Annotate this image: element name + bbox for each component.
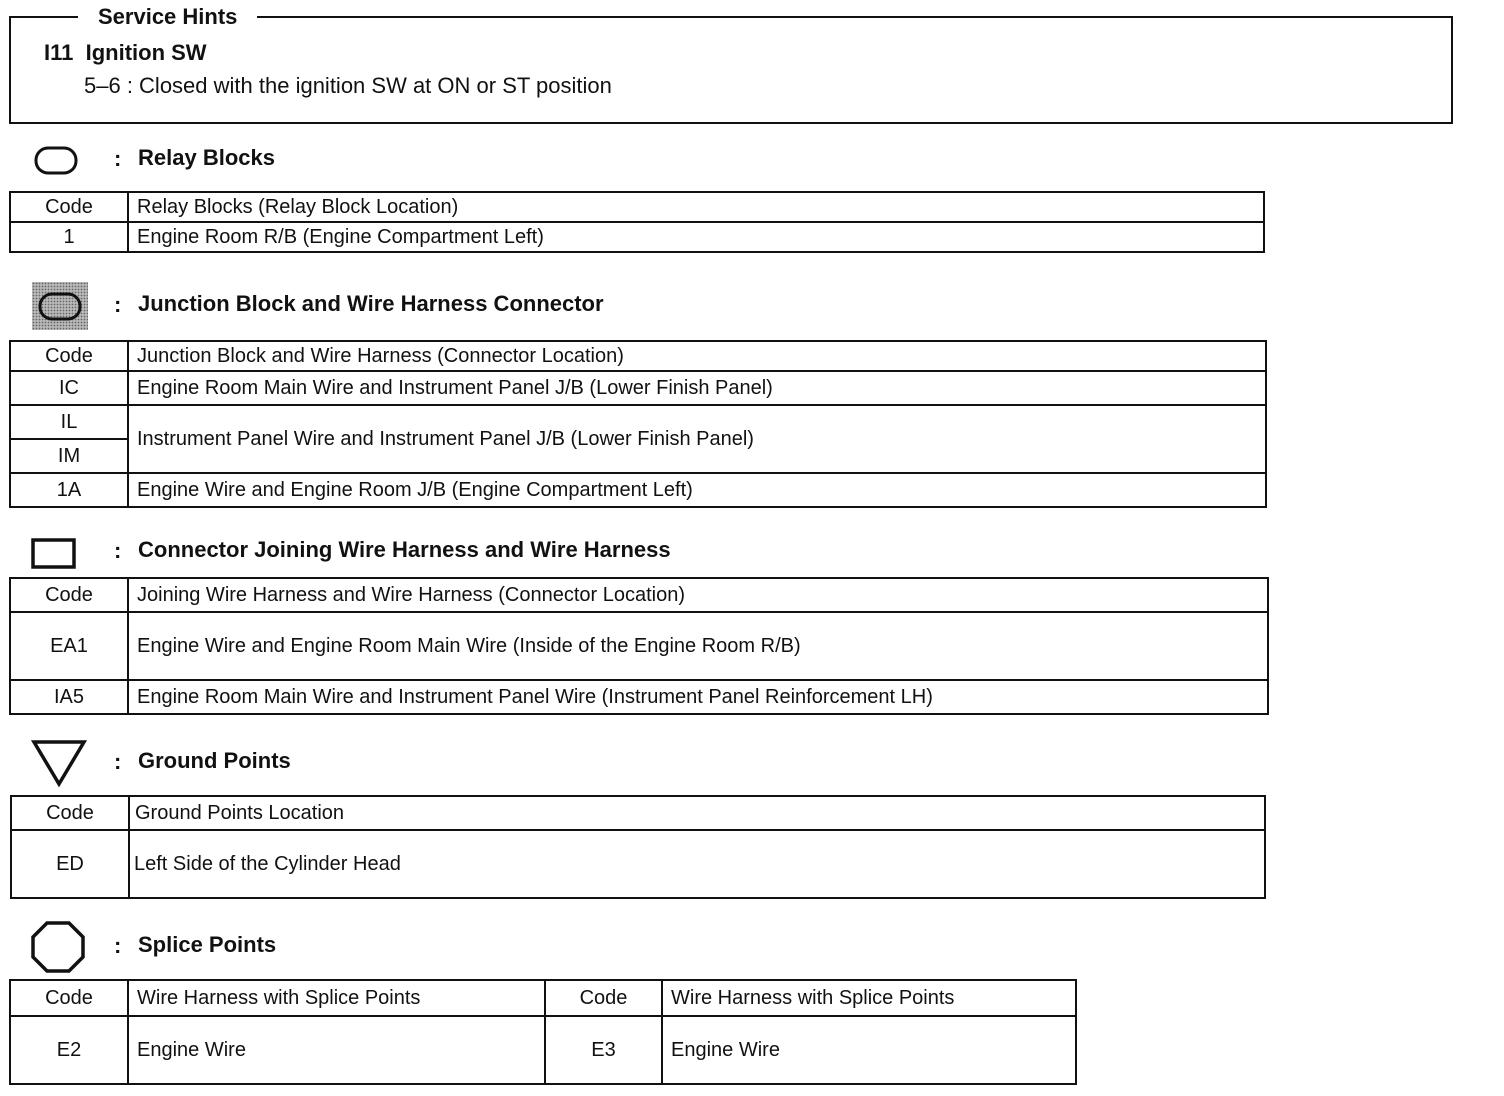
table-header-row [11, 796, 1265, 830]
header-code: Code [10, 578, 128, 612]
relay-blocks-title: Relay Blocks [138, 145, 275, 170]
rectangle-icon [31, 538, 77, 570]
code-cell: E2 [10, 1016, 128, 1084]
header-location: Junction Block and Wire Harness (Connector Location) [128, 341, 1266, 371]
code-cell: EA1 [10, 612, 128, 680]
harness-cell: Engine Wire [662, 1016, 1076, 1084]
ground-points-table [10, 795, 1266, 899]
table-header-row [10, 980, 1076, 1016]
junction-block-table [9, 340, 1267, 508]
code-cell: ED [11, 830, 129, 898]
section-colon: : [114, 538, 122, 563]
splice-points-title: Splice Points [138, 932, 277, 957]
service-hints-box [9, 16, 1453, 124]
shaded-rounded-rect-icon [32, 282, 88, 330]
section-colon: : [114, 292, 122, 317]
code-cell: IL [10, 405, 128, 439]
section-colon: : [114, 749, 122, 774]
location-cell: Left Side of the Cylinder Head [129, 830, 1265, 898]
table-row [10, 1016, 1076, 1084]
rounded-rect-icon [34, 146, 78, 176]
ground-points-title: Ground Points [138, 748, 291, 773]
location-cell: Engine Room R/B (Engine Compartment Left) [128, 222, 1264, 252]
octagon-icon [30, 920, 86, 974]
location-cell: Instrument Panel Wire and Instrument Panel J/B (Lower Finish Panel) [128, 405, 1266, 473]
header-location: Ground Points Location [129, 796, 1265, 830]
location-cell: Engine Wire and Engine Room Main Wire (Inside of the Engine Room R/B) [128, 612, 1268, 680]
service-hints-desc: 5–6 : Closed with the ignition SW at ON or ST position [84, 73, 612, 98]
table-row [11, 830, 1265, 898]
triangle-down-icon [31, 738, 87, 788]
header-location: Relay Blocks (Relay Block Location) [128, 192, 1264, 222]
table-row [10, 222, 1264, 252]
header-code: Code [545, 980, 662, 1016]
code-cell: IC [10, 371, 128, 405]
code-cell: E3 [545, 1016, 662, 1084]
header-code: Code [11, 796, 129, 830]
connector-table [9, 577, 1269, 715]
table-header-row [10, 341, 1266, 371]
table-row [10, 371, 1266, 405]
location-cell: Engine Wire and Engine Room J/B (Engine Compartment Left) [128, 473, 1266, 507]
header-code: Code [10, 980, 128, 1016]
splice-points-table [9, 979, 1077, 1085]
harness-cell: Engine Wire [128, 1016, 545, 1084]
table-header-row [10, 578, 1268, 612]
table-header-row [10, 192, 1264, 222]
location-cell: Engine Room Main Wire and Instrument Panel J/B (Lower Finish Panel) [128, 371, 1266, 405]
location-cell: Engine Room Main Wire and Instrument Panel Wire (Instrument Panel Reinforcement LH) [128, 680, 1268, 714]
header-code: Code [10, 341, 128, 371]
relay-blocks-table [9, 191, 1265, 253]
code-cell: 1A [10, 473, 128, 507]
table-row [10, 680, 1268, 714]
table-row [10, 612, 1268, 680]
connector-title: Connector Joining Wire Harness and Wire Harness [138, 537, 671, 562]
table-row [10, 405, 1266, 439]
header-code: Code [10, 192, 128, 222]
code-cell: 1 [10, 222, 128, 252]
table-row [10, 473, 1266, 507]
section-colon: : [114, 933, 122, 958]
header-harness: Wire Harness with Splice Points [128, 980, 545, 1016]
code-cell: IA5 [10, 680, 128, 714]
service-hints-code: I11 Ignition SW [44, 40, 207, 65]
header-location: Joining Wire Harness and Wire Harness (Connector Location) [128, 578, 1268, 612]
section-colon: : [114, 146, 122, 171]
junction-block-title: Junction Block and Wire Harness Connector [138, 291, 604, 316]
service-hints-title: Service Hints [78, 4, 257, 30]
code-cell: IM [10, 439, 128, 473]
header-harness: Wire Harness with Splice Points [662, 980, 1076, 1016]
